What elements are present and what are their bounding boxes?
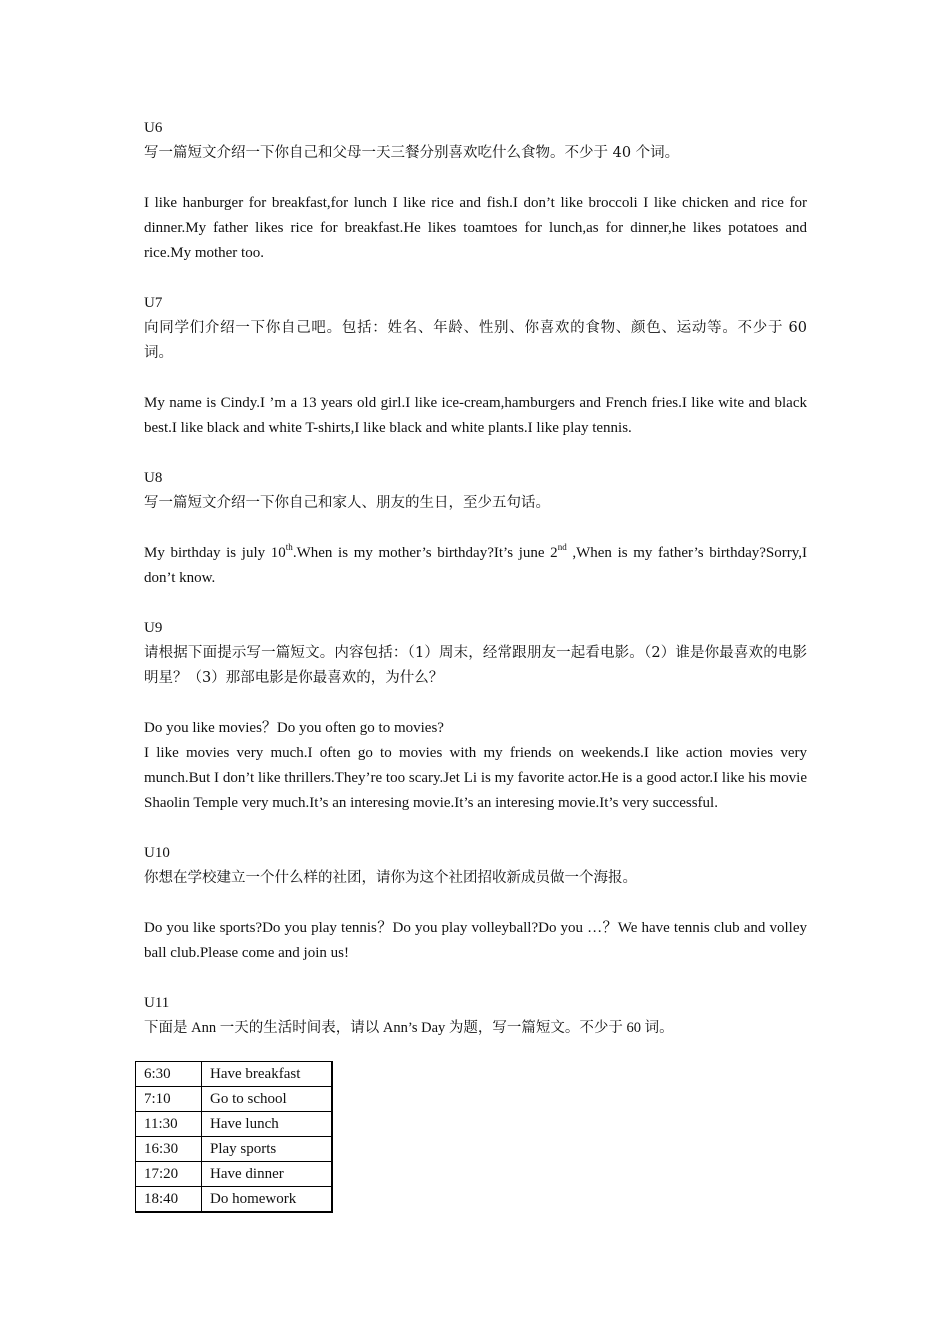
activity-cell: Go to school <box>202 1087 333 1112</box>
table-row <box>136 1137 333 1162</box>
activity-cell: Play sports <box>202 1137 333 1162</box>
section-title: U7 <box>144 295 163 311</box>
activity-cell: Do homework <box>202 1187 333 1213</box>
section-title: U9 <box>144 620 163 636</box>
section-u11 <box>144 991 807 1041</box>
section-title: U6 <box>144 120 163 136</box>
ordinal-suffix: th <box>285 542 293 552</box>
table-row <box>136 1112 333 1137</box>
section-title: U8 <box>144 470 163 486</box>
time-cell: 11:30 <box>136 1112 202 1137</box>
sample-essay: Do you like sports?Do you play tennis？Do you play volleyball?Do you …？We have tennis club and volley ball club.Please come and join us! <box>144 920 807 961</box>
writing-prompt: 向同学们介绍一下你自己吧。包括：姓名、年龄、性别、你喜欢的食物、颜色、运动等。不少于 60 词。 <box>144 320 807 361</box>
time-cell: 16:30 <box>136 1137 202 1162</box>
table-row <box>136 1162 333 1187</box>
writing-prompt: 写一篇短文介绍一下你自己和家人、朋友的生日，至少五句话。 <box>144 495 550 511</box>
essay-text: .When is my mother’s birthday?It’s june 2 <box>292 545 558 561</box>
activity-cell: Have lunch <box>202 1112 333 1137</box>
document-body <box>144 116 807 1041</box>
table-row <box>136 1087 333 1112</box>
sample-essay: I like hanburger for breakfast,for lunch I like rice and fish.I don’t like broccoli I like chicken and rice for dinner.My father likes rice for breakfast.He likes toamtoes for lunch,as for dinner,he likes potatoes and rice.My mother too. <box>144 195 807 261</box>
writing-prompt: 写一篇短文介绍一下你自己和父母一天三餐分别喜欢吃什么食物。不少于 40 个词。 <box>144 145 680 161</box>
ordinal-suffix: nd <box>557 542 567 552</box>
table-row <box>136 1187 333 1213</box>
sample-essay <box>144 541 807 591</box>
activity-cell: Have breakfast <box>202 1062 333 1087</box>
section-u7 <box>144 291 807 441</box>
table-row <box>136 1062 333 1087</box>
writing-prompt: 你想在学校建立一个什么样的社团，请你为这个社团招收新成员做一个海报。 <box>144 870 637 886</box>
activity-cell: Have dinner <box>202 1162 333 1187</box>
section-title: U11 <box>144 995 170 1011</box>
time-cell: 6:30 <box>136 1062 202 1087</box>
sample-essay: My name is Cindy.I ’m a 13 years old girl.I like ice-cream,hamburgers and French fries.I like wite and black best.I like black and white T-shirts,I like black and white plants.I like play tennis. <box>144 395 807 436</box>
section-u8 <box>144 466 807 591</box>
writing-prompt: 请根据下面提示写一篇短文。内容包括：（1）周末，经常跟朋友一起看电影。（2）谁是你最喜欢的电影明星？（3）那部电影是你最喜欢的，为什么？ <box>144 645 807 686</box>
essay-text: ,When is my father’s birthday?Sorry,I don’t know. <box>144 545 807 586</box>
essay-text: My birthday is july 10 <box>144 545 286 561</box>
time-cell: 7:10 <box>136 1087 202 1112</box>
essay-opening-line: Do you like movies？Do you often go to movies? <box>144 720 444 736</box>
sample-essay: I like movies very much.I often go to movies with my friends on weekends.I like action movies very munch.But I don’t like thrillers.They’re too scary.Jet Li is my favorite actor.He is a good actor.I like his movie Shaolin Temple very much.It’s an interesing movie.It’s an interesing movie.It’s very successful. <box>144 745 807 811</box>
section-title: U10 <box>144 845 170 861</box>
section-u9 <box>144 616 807 816</box>
time-cell: 18:40 <box>136 1187 202 1213</box>
time-cell: 17:20 <box>136 1162 202 1187</box>
schedule-table <box>135 1061 333 1213</box>
section-u10 <box>144 841 807 966</box>
section-u6 <box>144 116 807 266</box>
writing-prompt: 下面是 Ann 一天的生活时间表，请以 Ann’s Day 为题，写一篇短文。不少于 60 词。 <box>144 1020 674 1036</box>
